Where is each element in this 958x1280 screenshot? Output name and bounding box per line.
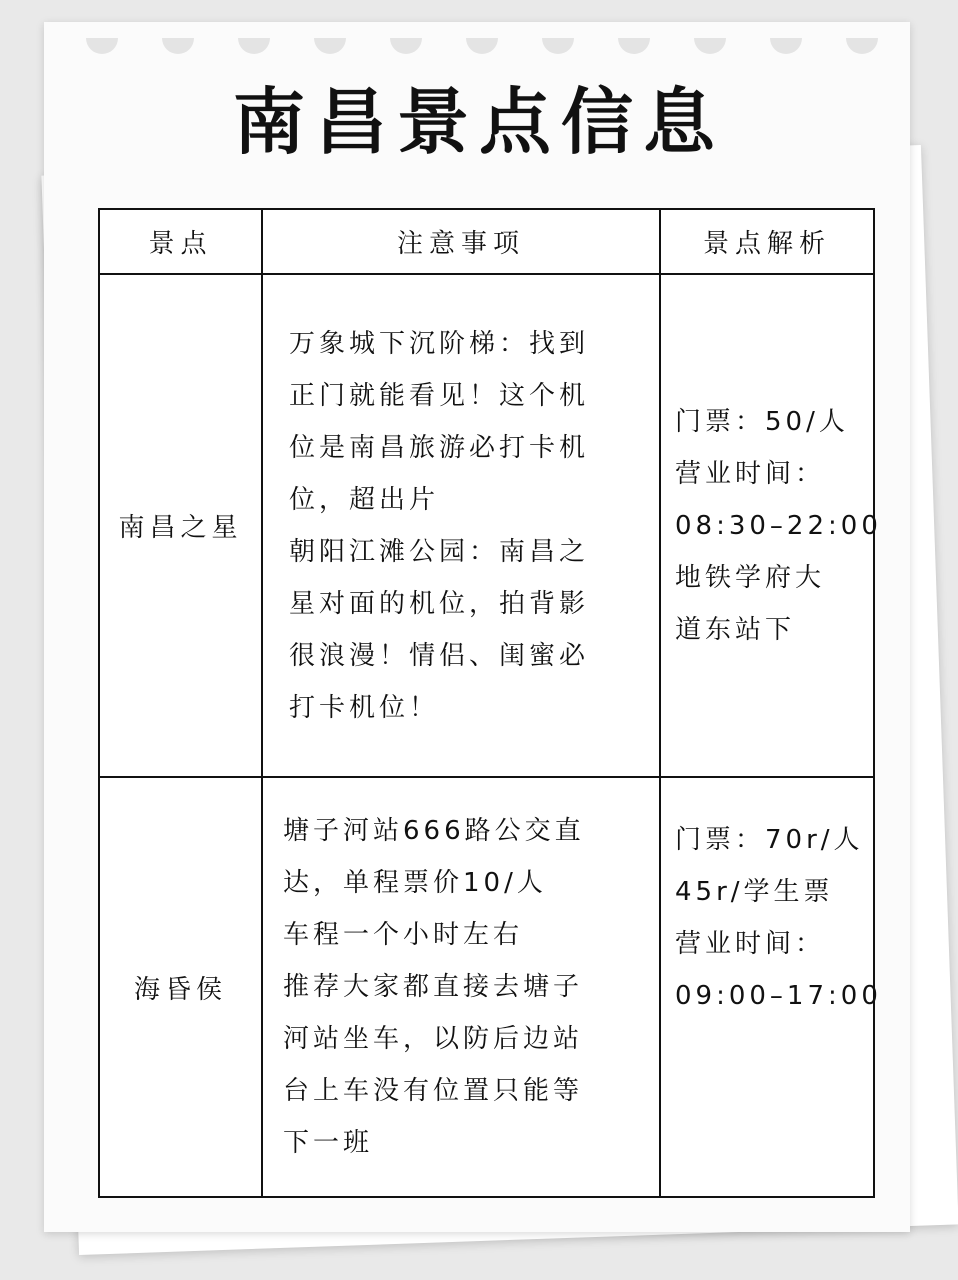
details-cell — [660, 777, 882, 1197]
note-line: 万象城下沉阶梯：找到 — [289, 328, 590, 359]
notes-cell — [262, 777, 660, 1197]
note-line: 正门就能看见！这个机 — [289, 380, 590, 411]
binder-hole — [846, 38, 878, 54]
binder-hole — [770, 38, 802, 54]
attractions-table — [98, 208, 882, 1198]
binder-hole — [542, 38, 574, 54]
binder-hole — [314, 38, 346, 54]
detail-line: 营业时间： — [675, 929, 826, 959]
table-row — [99, 777, 874, 1197]
binder-hole — [390, 38, 422, 54]
note-line: 朝阳江滩公园：南昌之 — [289, 536, 590, 567]
note-line: 达，单程票价10/人 — [283, 868, 547, 898]
note-line: 推荐大家都直接去塘子 — [283, 972, 584, 1002]
note-line: 河站坐车，以防后边站 — [283, 1024, 584, 1054]
header-details: 景点解析 — [660, 209, 874, 274]
binder-hole — [466, 38, 498, 54]
detail-line: 门票：50/人 — [675, 406, 849, 437]
note-line: 位是南昌旅游必打卡机 — [289, 432, 590, 463]
detail-line: 地铁学府大 — [675, 562, 826, 593]
detail-line: 09:00–17:00 — [675, 981, 882, 1011]
header-notes: 注意事项 — [262, 209, 660, 274]
note-line: 打卡机位！ — [289, 692, 440, 723]
note-line: 下一班 — [283, 1128, 374, 1158]
detail-line: 45r/学生票 — [675, 877, 834, 907]
detail-line: 08:30–22:00 — [675, 510, 882, 541]
detail-line: 道东站下 — [675, 614, 796, 645]
binder-hole — [694, 38, 726, 54]
table-row — [99, 274, 874, 777]
details-cell — [660, 274, 882, 777]
binder-hole — [162, 38, 194, 54]
note-line: 星对面的机位，拍背影 — [289, 588, 590, 619]
note-line: 塘子河站666路公交直 — [283, 816, 585, 846]
note-line: 位，超出片 — [289, 484, 440, 515]
detail-line: 门票：70r/人 — [675, 825, 864, 855]
header-attraction: 景点 — [99, 209, 262, 274]
page-title: 南昌景点信息 — [232, 80, 725, 164]
attraction-name: 南昌之星 — [99, 274, 262, 777]
binder-hole — [618, 38, 650, 54]
binder-hole — [86, 38, 118, 54]
note-line: 车程一个小时左右 — [283, 920, 524, 950]
binder-hole — [238, 38, 270, 54]
attraction-name: 海昏侯 — [99, 777, 262, 1197]
table-header-row — [99, 209, 874, 274]
notes-cell — [262, 274, 660, 777]
note-line: 台上车没有位置只能等 — [283, 1076, 584, 1106]
note-line: 很浪漫！情侣、闺蜜必 — [289, 640, 590, 671]
detail-line: 营业时间： — [675, 458, 826, 489]
